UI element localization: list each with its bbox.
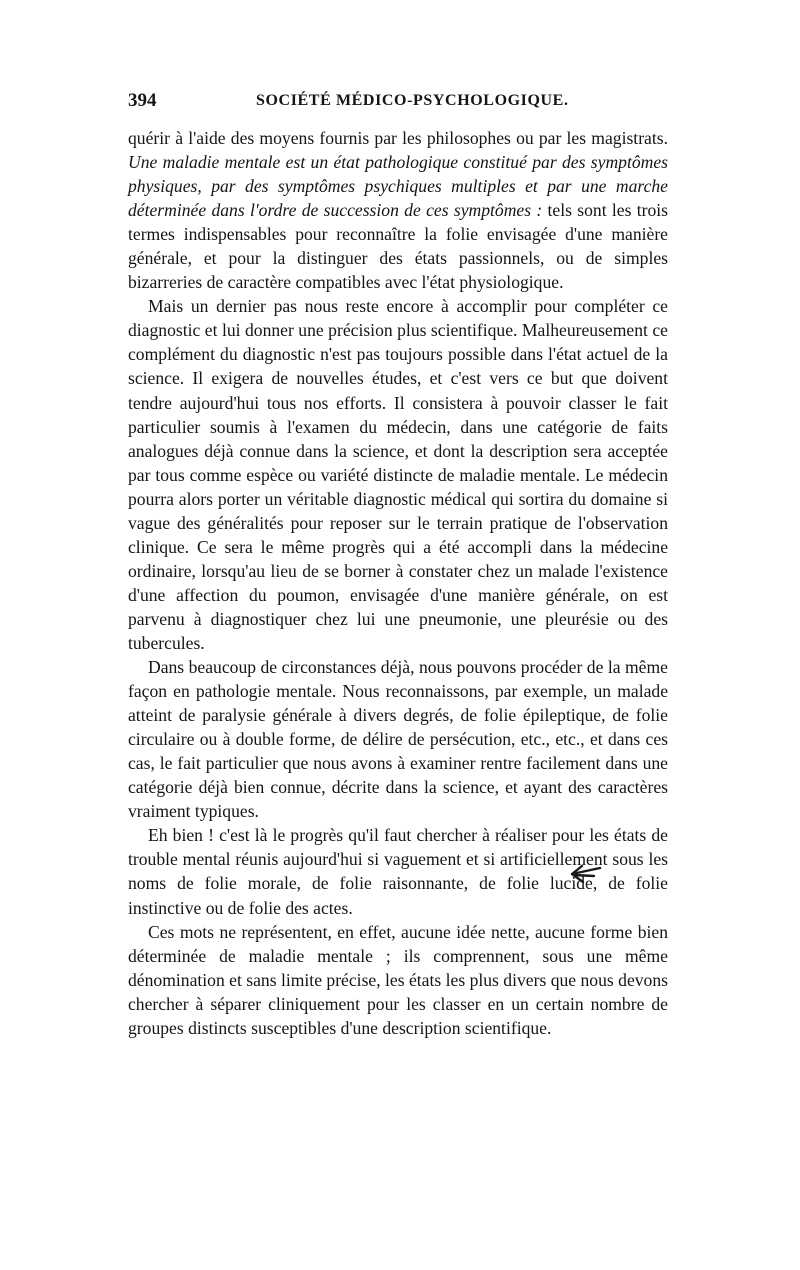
paragraph-1 <box>128 126 668 294</box>
body-text <box>128 126 668 1040</box>
paragraph-5: Ces mots ne représentent, en effet, aucune idée nette, aucune forme bien déterminée de maladie mentale ; ils comprennent, sous une même dénomination et sans limite précise, les états les plus divers que nous devons chercher à séparer cliniquement pour les classer en un certain nombre de groupes distincts susceptibles d'une description scientifique. <box>128 921 668 1038</box>
running-head <box>128 90 676 114</box>
paragraph-4: Eh bien ! c'est là le progrès qu'il faut chercher à réaliser pour les états de trouble mental réunis aujourd'hui si vaguement et si artificiellement sous les noms de folie morale, de folie raisonnante, de folie lucide, de folie instinctive ou de folie des actes. <box>128 825 668 918</box>
running-title: SOCIÉTÉ MÉDICO-PSYCHOLOGIQUE. <box>256 92 569 109</box>
paragraph-2: Mais un dernier pas nous reste encore à accomplir pour compléter ce diagnostic et lui donner une précision plus scientifique. Malheureusement ce complément du diagnostic n'est pas toujours possible dans l'état actuel de la science. Il exigera de nouvelles études, et c'est vers ce but que doivent tendre aujourd'hui tous nos efforts. Il consistera à pouvoir classer le fait particulier soumis à l'examen du médecin, dans une catégorie de faits analogues déjà connue dans la science, et dont la description sera acceptée par tous comme espèce ou variété distincte de maladie mentale. Le médecin pourra alors porter un véritable diagnostic médical qui sortira du domaine si vague des généralités pour reposer sur le terrain pratique de l'observation clinique. Ce sera le même progrès qui a été accompli dans la médecine ordinaire, lorsqu'au lieu de se borner à constater chez un malade l'existence d'une affection du poumon, envisagée d'une manière générale, on est parvenu à diagnostiquer chez lui une pneumonie, une pleurésie ou des tubercules. <box>128 296 668 653</box>
paragraph-1-italic-definition: Une maladie mentale est un état pathologique constitué par des symptômes physiques, par des symptômes psychiques multiples et par une marche déterminée dans l'ordre de succession de ces symptômes : <box>128 152 668 221</box>
page-number: 394 <box>128 90 157 111</box>
paragraph-3: Dans beaucoup de circonstances déjà, nous pouvons procéder de la même façon en pathologie mentale. Nous reconnaissons, par exemple, un malade atteint de paralysie générale à divers degrés, de folie épileptique, de folie circulaire ou à double forme, de délire de persécution, etc., etc., et dans ces cas, le fait particulier que nous avons à examiner rentre facilement dans une catégorie déjà bien connue, décrite dans la science, et ayant des caractères vraiment typiques. <box>128 657 668 822</box>
paragraph-1-text-end: tels sont les trois termes indispensables pour reconnaître la folie envisagée d'une manière générale, et pour la distinguer des états passionnels, ou de simples bizarreries de caractère compatibles avec l'état physiologique. <box>128 200 668 293</box>
handwritten-arrow-mark <box>564 862 602 884</box>
paragraph-1-text: quérir à l'aide des moyens fournis par les philosophes ou par les magistrats. <box>128 128 668 148</box>
